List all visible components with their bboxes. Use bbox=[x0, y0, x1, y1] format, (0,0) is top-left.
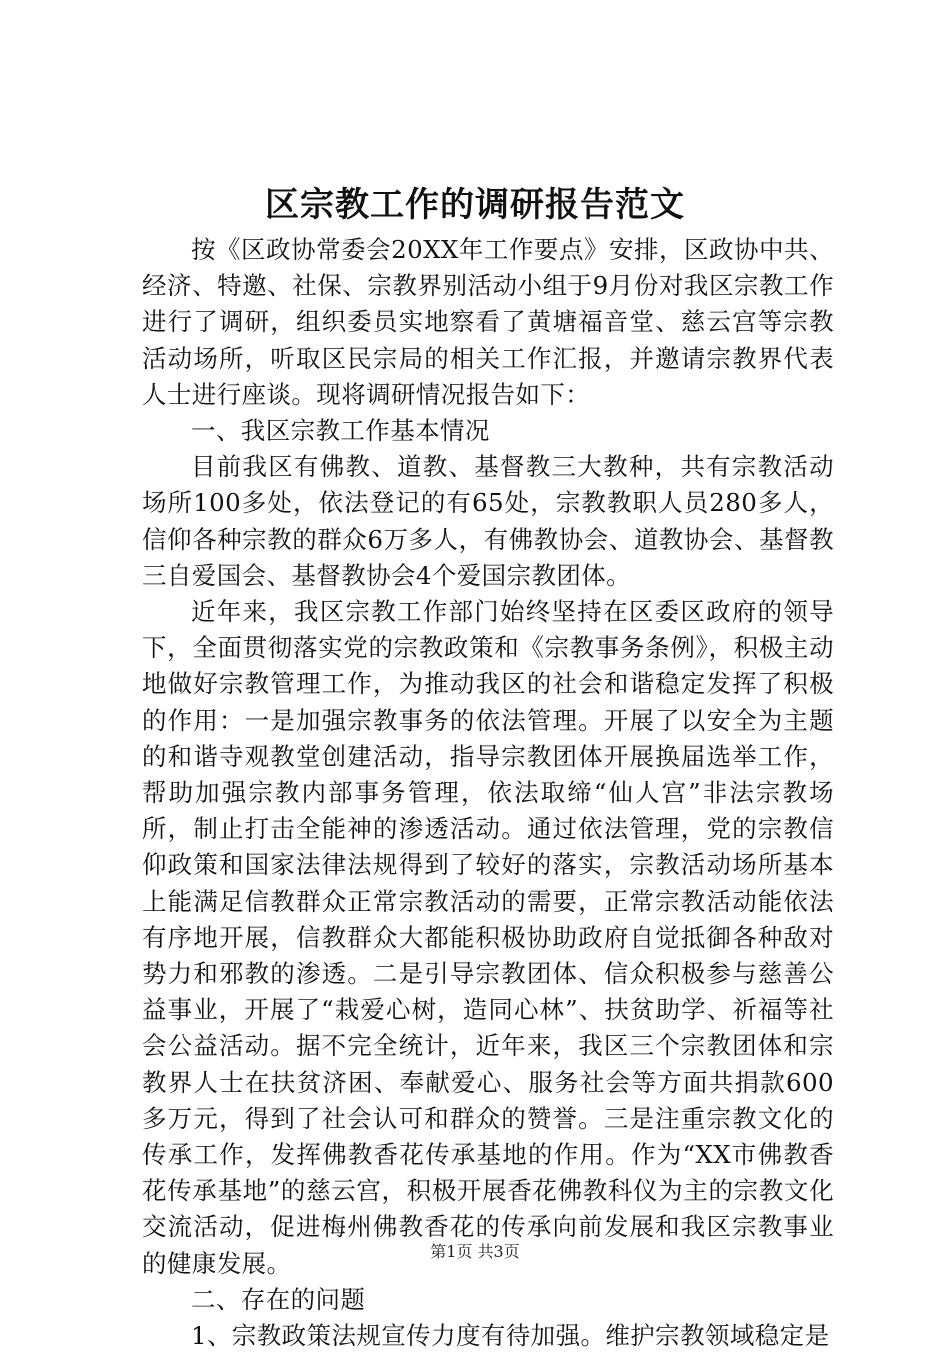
paragraph-achievements: 近年来，我区宗教工作部门始终坚持在区委区政府的领导下，全面贯彻落实党的宗教政策和《宗教事务条例》，积极主动地做好宗教管理工作，为推动我区的社会和谐稳定发挥了积极的作用：一是加强宗教事务的依法管理。开展了以安全为主题的和谐寺观教堂创建活动，指导宗教团体开展换届选举工作，帮助加强宗教内部事务管理，依法取缔“仙人宫”非法宗教场所，制止打击全能神的渗透活动。通过依法管理，党的宗教信仰政策和国家法律法规得到了较好的落实，宗教活动场所基本上能满足信教群众正常宗教活动的需要，正常宗教活动能依法有序地开展，信教群众大都能积极协助政府自觉抵御各种敌对势力和邪教的渗透。二是引导宗教团体、信众积极参与慈善公益事业，开展了“栽爱心树，造同心林”、扶贫助学、祈福等社会公益活动。据不完全统计，近年来，我区三个宗教团体和宗教界人士在扶贫济困、奉献爱心、服务社会等方面共捐款600多万元，得到了社会认可和群众的赞誉。三是注重宗教文化的传承工作，发挥佛教香花传承基地的作用。作为“XX市佛教香花传承基地”的慈云宫，积极开展香花佛教科仪为主的宗教文化交流活动，促进梅州佛教香花的传承向前发展和我区宗教事业的健康发展。 bbox=[142, 597, 834, 1278]
paragraph-overview: 目前我区有佛教、道教、基督教三大教种，共有宗教活动场所100多处，依法登记的有65处，宗教教职人员280多人，信仰各种宗教的群众6万多人，有佛教协会、道教协会、基督教三自爱国会、基督教协会4个爱国宗教团体。 bbox=[142, 452, 834, 590]
page-footer: 第1页 共3页 bbox=[430, 1242, 520, 1261]
paragraph-problem-1: 1、宗教政策法规宣传力度有待加强。维护宗教领域稳定是 bbox=[191, 1321, 830, 1351]
section-heading-1: 一、我区宗教工作基本情况 bbox=[191, 416, 490, 446]
paragraph-intro: 按《区政协常委会20XX年工作要点》安排，区政协中共、经济、特邀、社保、宗教界别活动小组于9月份对我区宗教工作进行了调研，组织委员实地察看了黄塘福音堂、慈云宫等宗教活动场所，听取区民宗局的相关工作汇报，并邀请宗教界代表人士进行座谈。现将调研情况报告如下： bbox=[142, 235, 834, 409]
document-body bbox=[142, 232, 834, 1354]
section-heading-2: 二、存在的问题 bbox=[191, 1284, 366, 1314]
document-title: 区宗教工作的调研报告范文 bbox=[265, 185, 685, 225]
